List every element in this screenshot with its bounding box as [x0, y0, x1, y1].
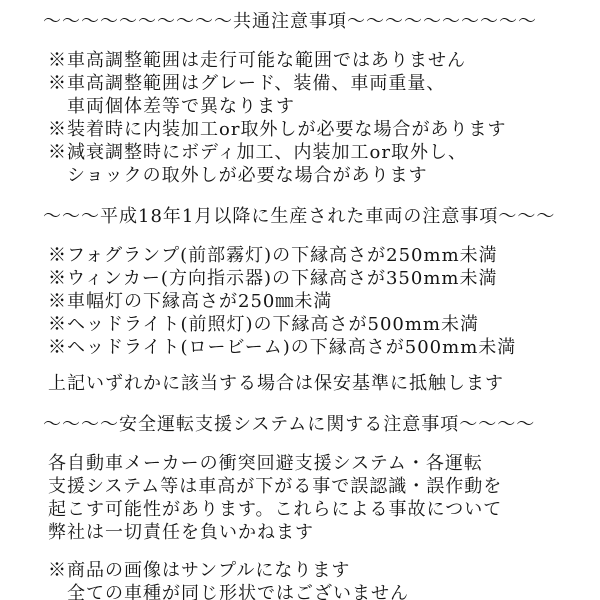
notice-line-assist-systems-3: 起こす可能性があります。これらによる事故について	[48, 499, 503, 520]
notice-line-assist-systems-1: 各自動車メーカーの衝突回避支援システム・各運転	[48, 453, 483, 474]
notice-line-assist-systems-4: 弊社は一切責任を負いかねます	[48, 522, 314, 543]
notice-line-ride-height-range: ※車高調整範囲は走行可能な範囲ではありません	[48, 50, 466, 71]
notice-line-damping-adjustment: ※減衰調整時にボディ加工、内装加工or取外し、	[48, 142, 467, 163]
notice-line-sample-image-cont: 全ての車種が同じ形状ではございません	[67, 583, 409, 600]
notice-line-ride-height-varies: ※車高調整範囲はグレード、装備、車両重量、	[48, 73, 446, 94]
notice-line-lowbeam-height: ※ヘッドライト(ロービーム)の下縁高さが500mm未満	[48, 337, 517, 358]
notice-line-safety-standard-violation: 上記いずれかに該当する場合は保安基準に抵触します	[48, 373, 504, 394]
notice-line-fog-lamp-height: ※フォグランプ(前部霧灯)の下縁高さが250mm未満	[48, 245, 498, 266]
section-header-driver-assist: ～～～～安全運転支援システムに関する注意事項～～～～	[43, 414, 536, 435]
notice-line-damping-adjustment-cont: ショックの取外しが必要な場合があります	[67, 165, 428, 186]
notice-line-sample-image: ※商品の画像はサンプルになります	[48, 560, 351, 581]
notice-line-interior-modification: ※装着時に内装加工or取外しが必要な場合があります	[48, 119, 507, 140]
notice-line-assist-systems-2: 支援システム等は車高が下がる事で誤認識・誤作動を	[48, 476, 503, 497]
notice-line-clearance-lamp-height: ※車幅灯の下縁高さが250㎜未満	[48, 291, 333, 312]
notice-line-turn-signal-height: ※ウィンカー(方向指示器)の下縁高さが350mm未満	[48, 268, 498, 289]
notice-line-ride-height-varies-cont: 車両個体差等で異なります	[67, 96, 295, 117]
section-header-heisei18-vehicles: ～～～平成18年1月以降に生産された車両の注意事項～～～	[43, 206, 556, 227]
section-header-common-cautions: ～～～～～～～～～～共通注意事項～～～～～～～～～～	[43, 11, 537, 32]
notice-line-headlight-height: ※ヘッドライト(前照灯)の下縁高さが500mm未満	[48, 314, 479, 335]
